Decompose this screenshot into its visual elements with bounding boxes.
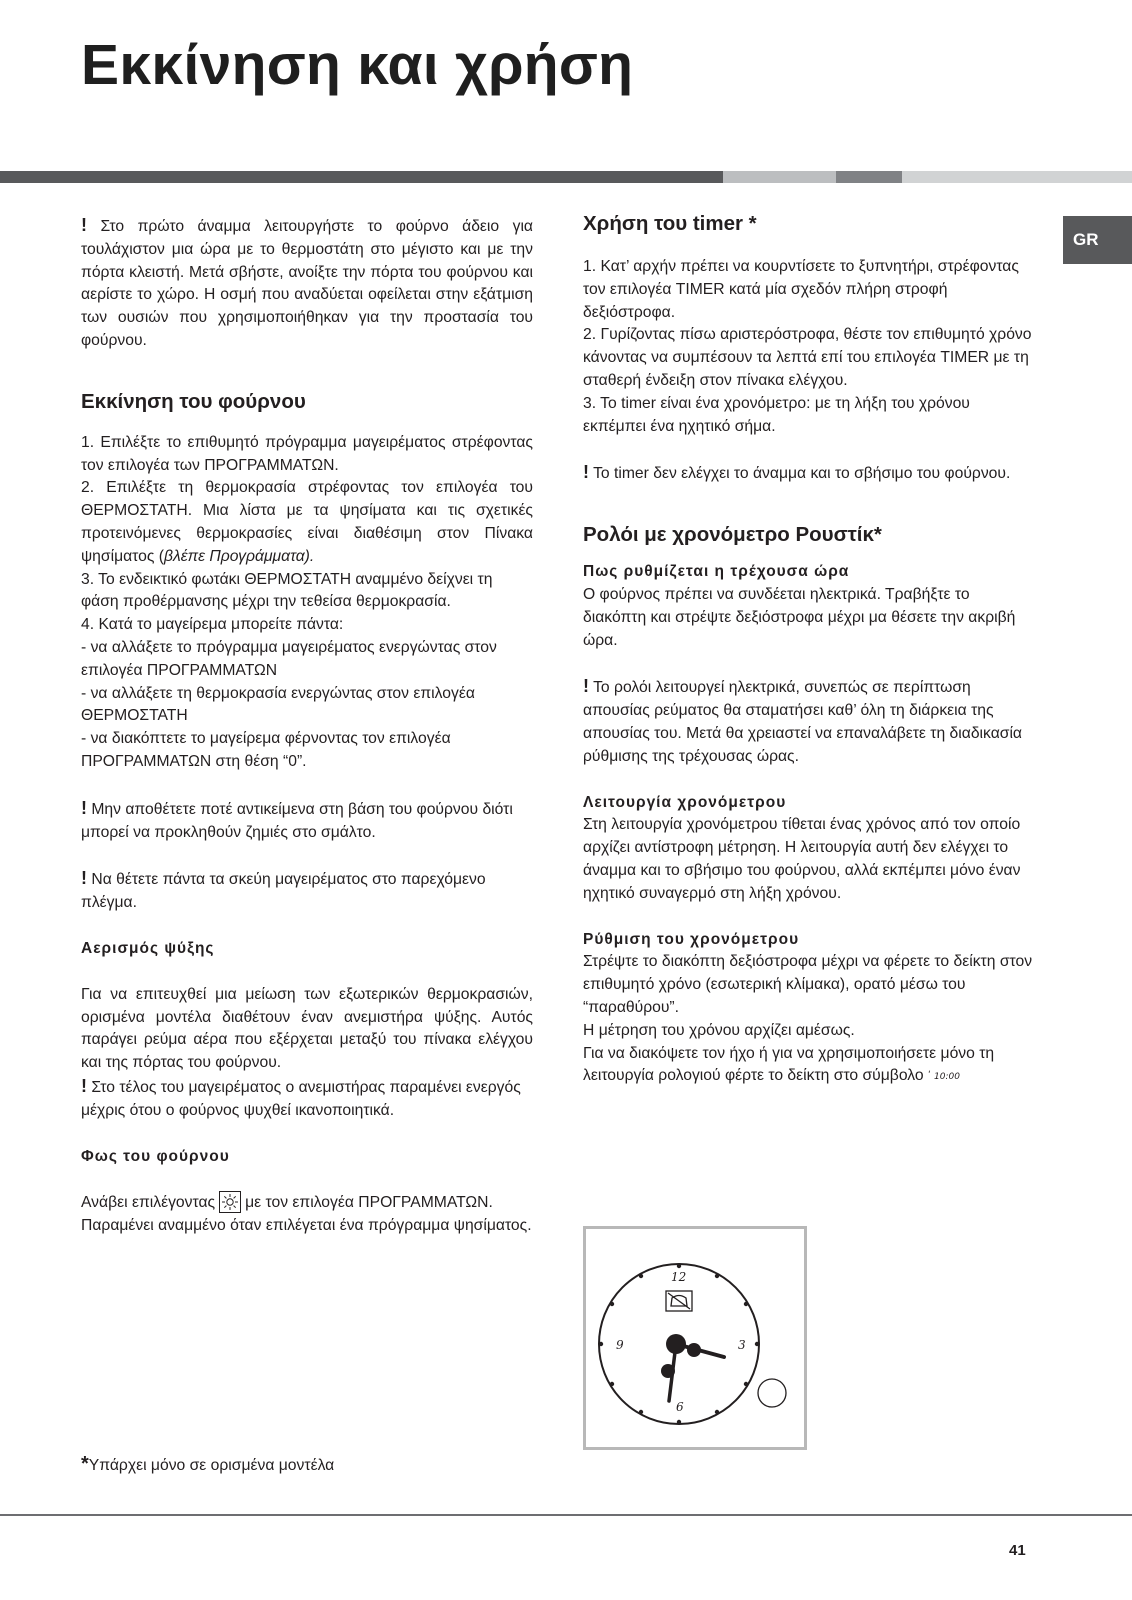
timer-note [583, 461, 1035, 486]
light-text-b: με τον επιλογέα ΠΡΟΓΡΑΜΜΑΤΩΝ. Παραμένει αναμμένο όταν επιλέγεται ένα πρόγραμμα ψησίματος. [81, 1194, 532, 1235]
header-bar-lightest [902, 171, 1132, 183]
symbol-digits: 10:00 [933, 1072, 960, 1083]
clock-illustration [583, 1226, 807, 1450]
right-column [583, 210, 1035, 1090]
timer-func-text: Στη λειτουργία χρονόμετρου τίθεται ένας χρόνος από τον οποίο αρχίζει αντίστροφη μέτρηση. Η λειτουργία αυτή δεν ελέγχει το άναμμα και το σβήσιμο του φούρνου, αλλά εκπέμπει μόνο έναν ηχητικό συναγερμό στη λήξη χρόνου. [583, 816, 1021, 902]
power-note-text: Το ρολόι λειτουργεί ηλεκτρικά, συνεπώς σε περίπτωση απουσίας ρεύματος θα σταματήσει καθ’ όλη τη διάρκεια της απουσίας του. Μετά θα χρειαστεί να επαναλάβετε τη διαδικασία ρύθμισης της τρέχουσας ώρας. [583, 679, 1022, 765]
step-2-text: 2. Επιλέξτε τη θερμοκρασία στρέφοντας τον επιλογέα του ΘΕΡΜΟΣΤΑΤΗ. Μια λίστα με τα ψησίματα και τις σχετικές προτεινόμενες θερμοκρασίες είναι διαθέσιμη στον Πίνακα ψησίματος ( [81, 479, 533, 565]
step-1: 1. Επιλέξτε το επιθυμητό πρόγραμμα μαγειρέματος στρέφοντας τον επιλογέα των ΠΡΟΓΡΑΜΜΑΤΩΝ. [81, 433, 533, 474]
hand-hub-small [687, 1343, 701, 1357]
footnote [81, 1453, 334, 1476]
set-time-text: Ο φούρνος πρέπει να συνδέεται ηλεκτρικά. Τραβήξτε το διακόπτη και στρέψτε δεξιόστροφα μέχρι μα θέσετε την ακριβή ώρα. [583, 585, 1016, 649]
set-timer-heading: Ρύθμιση του χρονόμετρου [583, 930, 800, 948]
set-timer-text-3a: Για να διακόψετε τον ήχο ή για να χρησιμοποιήσετε μόνο τη λειτουργία ρολογιού φέρτε το δείκτη στο σύμβολο [583, 1044, 995, 1085]
header-bar-light [723, 171, 836, 183]
hand-hub-lower [661, 1364, 675, 1378]
bell-symbol-icon [928, 1067, 976, 1090]
clock-heading: Ρολόι με χρονόμετρο Ρουστίκ* [583, 523, 882, 547]
clock-number-6: 6 [676, 1400, 684, 1414]
light-heading: Φως του φούρνου [81, 1147, 230, 1165]
hand-hub [666, 1334, 686, 1354]
intro-paragraph [81, 214, 533, 353]
power-note [583, 675, 1035, 768]
footnote-star: * [81, 1453, 89, 1475]
set-timer-text-3 [583, 1043, 1035, 1091]
timer-func-heading: Λειτουργία χρονόμετρου [583, 793, 787, 811]
step-2 [81, 477, 533, 568]
cooling-note [81, 1075, 533, 1123]
start-heading: Εκκίνηση του φούρνου [81, 389, 306, 413]
svg-text:‘: ‘ [927, 1070, 931, 1081]
step-4-a: - να αλλάξετε το πρόγραμμα μαγειρέματος ενεργώντας στον επιλογέα ΠΡΟΓΡΑΜΜΑΤΩΝ [81, 638, 497, 679]
clock-number-12: 12 [671, 1270, 687, 1284]
step-4-b: - να αλλάξετε τη θερμοκρασία ενεργώντας στον επιλογέα ΘΕΡΜΟΣΤΑΤΗ [81, 684, 475, 725]
warning-mark: ! [81, 868, 87, 889]
bottom-rule [0, 1514, 1132, 1516]
timer-step-1: 1. Κατ’ αρχήν πρέπει να κουρντίσετε το ξυπνητήρι, στρέφοντας τον επιλογέα TIMER κατά μία σχεδόν πλήρη στροφή δεξιόστροφα. [583, 258, 1019, 321]
step-3: 3. Το ενδεικτικό φωτάκι ΘΕΡΜΟΣΤΑΤΗ αναμμένο δείχνει τη φάση προθέρμανσης μέχρι την τεθείσα θερμοκρασία. [81, 570, 493, 611]
cooling-heading: Αερισμός ψύξης [81, 939, 215, 957]
page-number: 41 [1009, 1542, 1026, 1559]
warning-mark: ! [583, 676, 589, 697]
set-timer-text: Στρέψτε το διακόπτη δεξιόστροφα μέχρι να φέρετε το δείκτη στον επιθυμητό χρόνο (εσωτερική κλίμακα), ορατό μέσω του “παραθύρου”. [583, 953, 1033, 1016]
warning-base-text: Μην αποθέτετε ποτέ αντικείμενα στη βάση του φούρνου διότι μπορεί να προκληθούν ζημιές στο σμάλτο. [81, 800, 513, 841]
warning-base [81, 797, 533, 845]
bell-icon [666, 1291, 692, 1311]
step-4: 4. Κατά το μαγείρεμα μπορείτε πάντα: [81, 616, 344, 634]
warning-mark: ! [81, 1075, 87, 1096]
step-4-c: - να διακόπτετε το μαγείρεμα φέρνοντας τον επιλογέα ΠΡΟΓΡΑΜΜΑΤΩΝ στη θέση “0”. [81, 730, 451, 770]
knob-circle [758, 1379, 786, 1407]
warning-mark: ! [583, 462, 589, 483]
header-bar-dark [0, 171, 723, 183]
cooling-text: Για να επιτευχθεί μια μείωση των εξωτερικών θερμοκρασιών, ορισμένα μοντέλα διαθέτουν έναν ανεμιστήρα ψύξης. Αυτός παράγει ρεύμα αέρα που εξέρχεται μεταξύ του πίνακα ελέγχου και της πόρτας του φούρνου. [81, 985, 533, 1072]
language-tab: GR [1063, 216, 1132, 264]
warning-mark: ! [81, 797, 87, 818]
clock-svg [586, 1229, 804, 1447]
left-column [81, 214, 533, 1238]
clock-number-9: 9 [616, 1338, 624, 1352]
light-text [81, 1191, 533, 1238]
page-title: Εκκίνηση και χρήση [81, 33, 634, 97]
cooling-note-text: Στο τέλος του μαγειρέματος ο ανεμιστήρας παραμένει ενεργός μέχρις ότου ο φούρνος ψυχθεί ικανοποιητικά. [81, 1078, 521, 1119]
clock-number-3: 3 [738, 1338, 746, 1352]
footnote-text: Υπάρχει μόνο σε ορισμένα μοντέλα [88, 1457, 335, 1474]
lamp-icon [219, 1191, 241, 1213]
warning-grid-text: Να θέτετε πάντα τα σκεύη μαγειρέματος στο παρεχόμενο πλέγμα. [81, 871, 486, 912]
set-time-heading: Πως ρυθμίζεται η τρέχουσα ώρα [583, 563, 850, 581]
step-2-ref: βλέπε Προγράμματα). [164, 547, 315, 565]
timer-note-text: Το timer δεν ελέγχει το άναμμα και το σβήσιμο του φούρνου. [593, 465, 1011, 483]
timer-step-3: 3. Το timer είναι ένα χρονόμετρο: με τη λήξη του χρόνου εκπέμπει ένα ηχητικό σήμα. [583, 394, 970, 435]
timer-step-2: 2. Γυρίζοντας πίσω αριστερόστροφα, θέστε τον επιθυμητό χρόνο κάνοντας να συμπέσουν τα λεπτά επί του επιλογέα TIMER με τη σταθερή ένδειξη στον πίνακα ελέγχου. [583, 326, 1032, 389]
warning-grid [81, 867, 533, 915]
timer-heading: Χρήση του timer * [583, 212, 757, 235]
header-bar-mid [836, 171, 902, 183]
set-timer-text-2: Η μέτρηση του χρόνου αρχίζει αμέσως. [583, 1021, 855, 1039]
light-text-a: Ανάβει επιλέγοντας [81, 1194, 216, 1212]
warning-mark: ! [81, 215, 87, 235]
intro-text: Στο πρώτο άναμμα λειτουργήστε το φούρνο άδειο για τουλάχιστον μια ώρα με το θερμοστάτη στο μέγιστο και με την πόρτα κλειστή. Μετά σβήστε, ανοίξτε την πόρτα του φούρνου και αερίστε το χώρο. Η οσμή που αναδύεται οφείλεται στην εξάτμιση των ουσιών που χρησιμοποιήθηκαν για την προστασία του φούρνου. [81, 218, 533, 349]
